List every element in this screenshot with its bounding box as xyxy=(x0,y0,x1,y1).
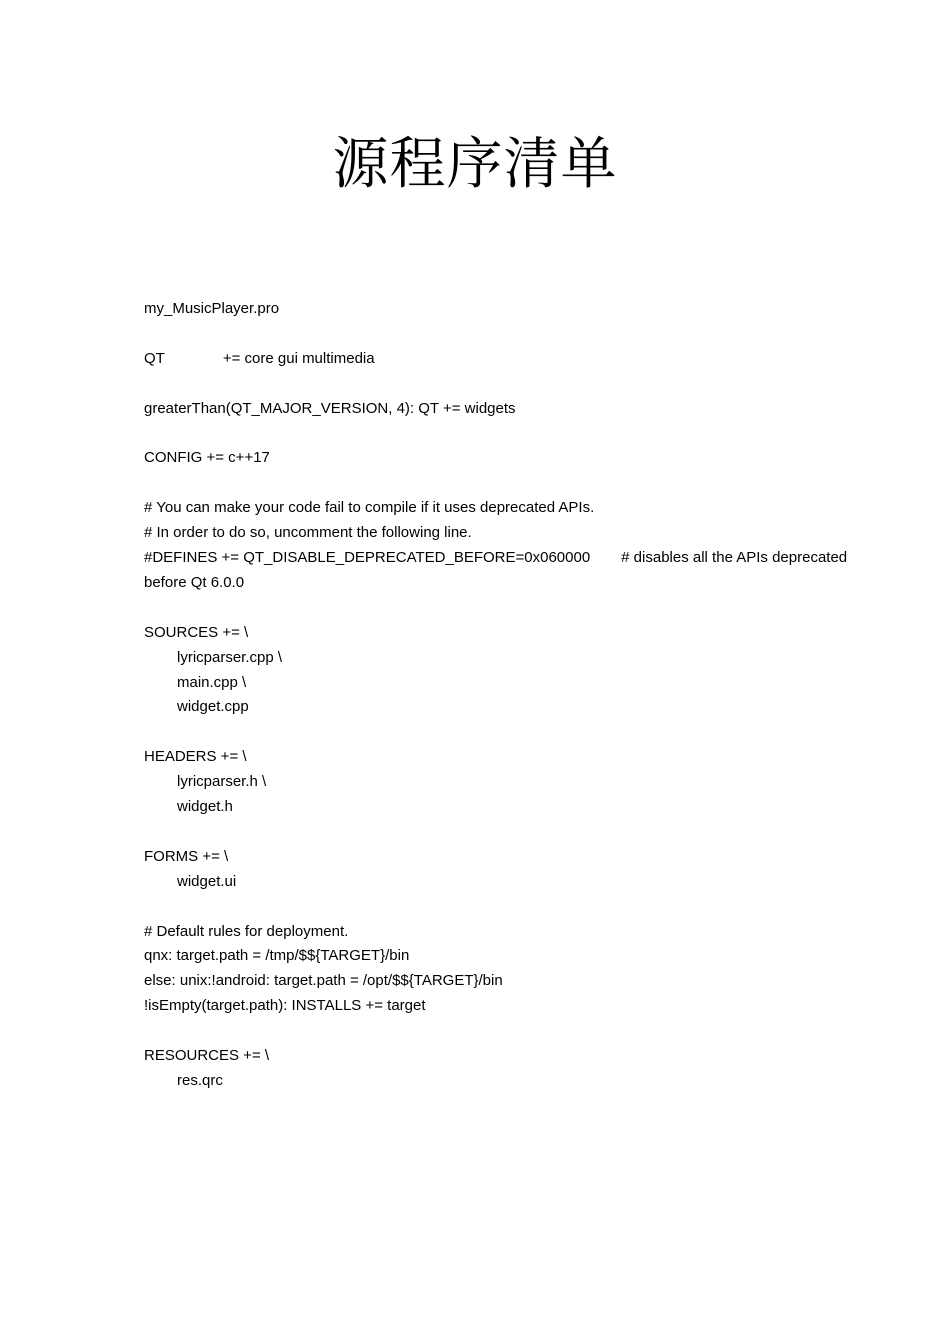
defines-continuation: before Qt 6.0.0 xyxy=(144,573,245,591)
defines-comment: # disables all the APIs deprecated xyxy=(621,549,848,566)
source-file: lyricparser.cpp \ xyxy=(177,648,283,666)
defines-code: #DEFINES += QT_DISABLE_DEPRECATED_BEFORE=0x060000 xyxy=(144,549,591,566)
blank-line xyxy=(144,720,824,745)
resources-header: RESOURCES += \ xyxy=(144,1047,270,1065)
source-file: widget.cpp xyxy=(177,698,249,716)
forms-header: FORMS += \ xyxy=(144,847,229,865)
qt-key: QT xyxy=(144,349,165,367)
deploy-qnx-line: qnx: target.path = /tmp/$${TARGET}/bin xyxy=(144,947,410,965)
defines-line xyxy=(144,546,848,571)
source-file: main.cpp \ xyxy=(177,673,247,691)
blank-line xyxy=(144,422,824,447)
blank-line xyxy=(144,820,824,845)
blank-line xyxy=(144,322,824,347)
qt-line xyxy=(144,347,824,372)
source-listing xyxy=(144,297,848,1094)
filename-line: my_MusicPlayer.pro xyxy=(144,300,280,317)
blank-line xyxy=(144,1019,824,1044)
resource-file: res.qrc xyxy=(177,1071,223,1089)
headers-header: HEADERS += \ xyxy=(144,748,247,766)
qt-value: += core gui multimedia xyxy=(222,349,375,367)
sources-header: SOURCES += \ xyxy=(144,623,249,641)
deploy-else-line: else: unix:!android: target.path = /opt/$${TARGET}/bin xyxy=(144,972,503,990)
config-line: CONFIG += c++17 xyxy=(144,449,270,467)
blank-line xyxy=(144,372,824,397)
document-title: 源程序清单 xyxy=(332,132,618,197)
blank-line xyxy=(144,471,824,496)
header-file: widget.h xyxy=(177,798,233,816)
deploy-comment: # Default rules for deployment. xyxy=(144,922,349,940)
form-file: widget.ui xyxy=(177,872,237,890)
blank-line xyxy=(144,596,824,621)
greater-than-line: greaterThan(QT_MAJOR_VERSION, 4): QT += widgets xyxy=(144,399,516,417)
deploy-install-line: !isEmpty(target.path): INSTALLS += target xyxy=(144,997,426,1015)
comment-line: # You can make your code fail to compile if it uses deprecated APIs. xyxy=(144,499,595,517)
comment-line: # In order to do so, uncomment the following line. xyxy=(144,524,472,542)
blank-line xyxy=(144,895,824,920)
header-file: lyricparser.h \ xyxy=(177,773,267,791)
